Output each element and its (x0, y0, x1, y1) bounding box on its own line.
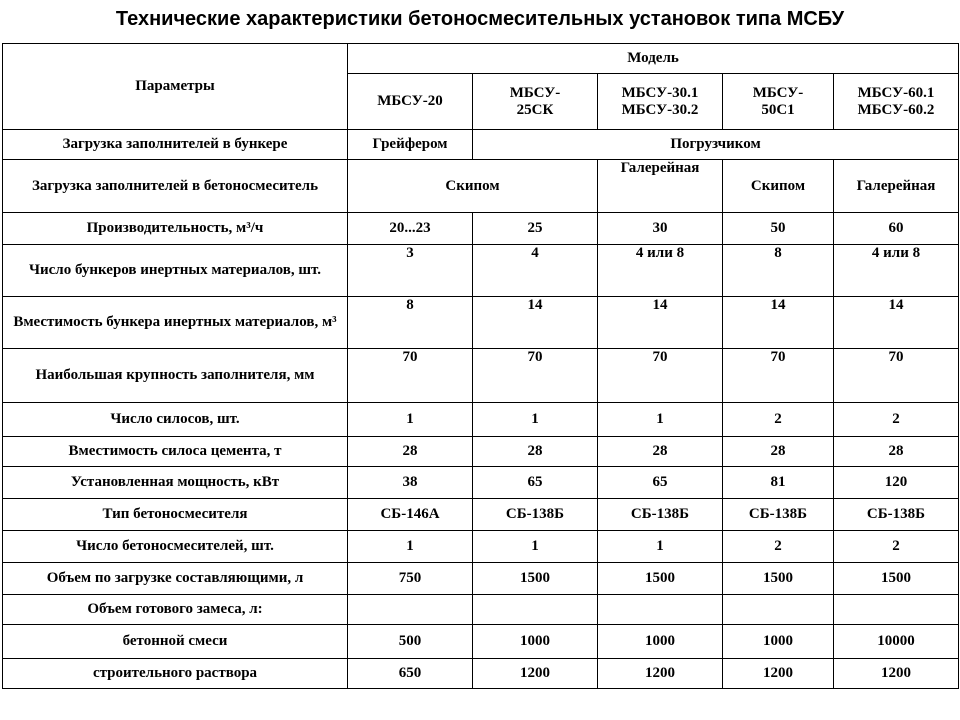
spec-table-body (3, 44, 959, 689)
cell-value: 20...23 (348, 213, 473, 245)
cell-value: 28 (348, 437, 473, 467)
cell-value: 1000 (723, 625, 834, 659)
row-label: Производительность, м³/ч (3, 213, 348, 245)
cell-value: 1200 (834, 659, 959, 689)
cell-value: 1 (598, 403, 723, 437)
row-label: Объем готового замеса, л: (3, 595, 348, 625)
cell-value (473, 595, 598, 625)
page-title: Технические характеристики бетоносмесительных установок типа МСБУ (115, 8, 845, 30)
cell-value: 70 (598, 349, 723, 403)
table-row (3, 213, 959, 245)
row-label: бетонной смеси (3, 625, 348, 659)
table-row (3, 659, 959, 689)
cell-value: 1 (348, 531, 473, 563)
cell-value: 28 (598, 437, 723, 467)
model-name: МБСУ- 50С1 (723, 74, 834, 130)
table-row (3, 437, 959, 467)
cell-value: 500 (348, 625, 473, 659)
row-label: Число бункеров инертных материалов, шт. (3, 245, 348, 297)
cell-value (723, 595, 834, 625)
cell-value (348, 595, 473, 625)
table-row (3, 349, 959, 403)
cell-value: 2 (723, 403, 834, 437)
row-label: Вместимость бункера инертных материалов, м³ (3, 297, 348, 349)
cell-value: 2 (723, 531, 834, 563)
model-header: Модель (348, 44, 959, 74)
table-row (3, 130, 959, 160)
cell-value: 14 (723, 297, 834, 349)
cell-value: 1 (598, 531, 723, 563)
cell-value: СБ-138Б (473, 499, 598, 531)
cell-value: Погрузчиком (473, 130, 959, 160)
cell-value: 28 (723, 437, 834, 467)
table-row (3, 625, 959, 659)
model-name: МБСУ-30.1 МБСУ-30.2 (598, 74, 723, 130)
cell-value: 650 (348, 659, 473, 689)
cell-value: 3 (348, 245, 473, 297)
cell-value: 1 (473, 403, 598, 437)
cell-value: 2 (834, 531, 959, 563)
cell-value: 120 (834, 467, 959, 499)
cell-value: СБ-138Б (834, 499, 959, 531)
cell-value: 1 (473, 531, 598, 563)
cell-value: 4 или 8 (834, 245, 959, 297)
cell-value: Грейфером (348, 130, 473, 160)
params-header: Параметры (3, 44, 348, 130)
cell-value (834, 595, 959, 625)
table-row (3, 531, 959, 563)
cell-value: 1200 (473, 659, 598, 689)
row-label: Объем по загрузке составляющими, л (3, 563, 348, 595)
cell-value: 8 (348, 297, 473, 349)
cell-value: СБ-138Б (598, 499, 723, 531)
model-name: МБСУ-60.1 МБСУ-60.2 (834, 74, 959, 130)
cell-value: 50 (723, 213, 834, 245)
cell-value: 1000 (598, 625, 723, 659)
cell-value: 1000 (473, 625, 598, 659)
cell-value: 65 (598, 467, 723, 499)
table-row (3, 595, 959, 625)
cell-value: 8 (723, 245, 834, 297)
table-row (3, 297, 959, 349)
cell-value: 4 или 8 (598, 245, 723, 297)
cell-value: 10000 (834, 625, 959, 659)
cell-value: 65 (473, 467, 598, 499)
row-label: Вместимость силоса цемента, т (3, 437, 348, 467)
cell-value (598, 595, 723, 625)
row-label: Установленная мощность, кВт (3, 467, 348, 499)
cell-value: 81 (723, 467, 834, 499)
cell-value: 14 (598, 297, 723, 349)
table-row (3, 160, 959, 213)
spec-table (2, 43, 959, 689)
cell-value: 70 (348, 349, 473, 403)
model-name: МБСУ-20 (348, 74, 473, 130)
model-name: МБСУ- 25СК (473, 74, 598, 130)
cell-value: 1500 (723, 563, 834, 595)
cell-value: 1500 (598, 563, 723, 595)
cell-value: 4 (473, 245, 598, 297)
cell-value: 70 (473, 349, 598, 403)
table-header-row (3, 44, 959, 74)
cell-value: 28 (473, 437, 598, 467)
table-row (3, 403, 959, 437)
table-row (3, 467, 959, 499)
cell-value: 1200 (723, 659, 834, 689)
cell-value: 1500 (834, 563, 959, 595)
cell-value: 14 (473, 297, 598, 349)
row-label: Число бетоносмесителей, шт. (3, 531, 348, 563)
cell-value: 1200 (598, 659, 723, 689)
cell-value: 2 (834, 403, 959, 437)
table-row (3, 563, 959, 595)
cell-value: Галерейная (598, 160, 723, 213)
cell-value: 25 (473, 213, 598, 245)
cell-value: СБ-138Б (723, 499, 834, 531)
cell-value: 28 (834, 437, 959, 467)
cell-value: 1500 (473, 563, 598, 595)
table-row (3, 245, 959, 297)
cell-value: Скипом (723, 160, 834, 213)
cell-value: 70 (723, 349, 834, 403)
cell-value: 60 (834, 213, 959, 245)
cell-value: 38 (348, 467, 473, 499)
cell-value: 750 (348, 563, 473, 595)
cell-value: 14 (834, 297, 959, 349)
cell-value: 1 (348, 403, 473, 437)
row-label: Тип бетоносмесителя (3, 499, 348, 531)
cell-value: Галерейная (834, 160, 959, 213)
row-label: Загрузка заполнителей в бункере (3, 130, 348, 160)
cell-value: 70 (834, 349, 959, 403)
cell-value: Скипом (348, 160, 598, 213)
row-label: Загрузка заполнителей в бетоносмеситель (3, 160, 348, 213)
cell-value: 30 (598, 213, 723, 245)
cell-value: СБ-146А (348, 499, 473, 531)
row-label: строительного раствора (3, 659, 348, 689)
row-label: Число силосов, шт. (3, 403, 348, 437)
table-row (3, 499, 959, 531)
row-label: Наибольшая крупность заполнителя, мм (3, 349, 348, 403)
